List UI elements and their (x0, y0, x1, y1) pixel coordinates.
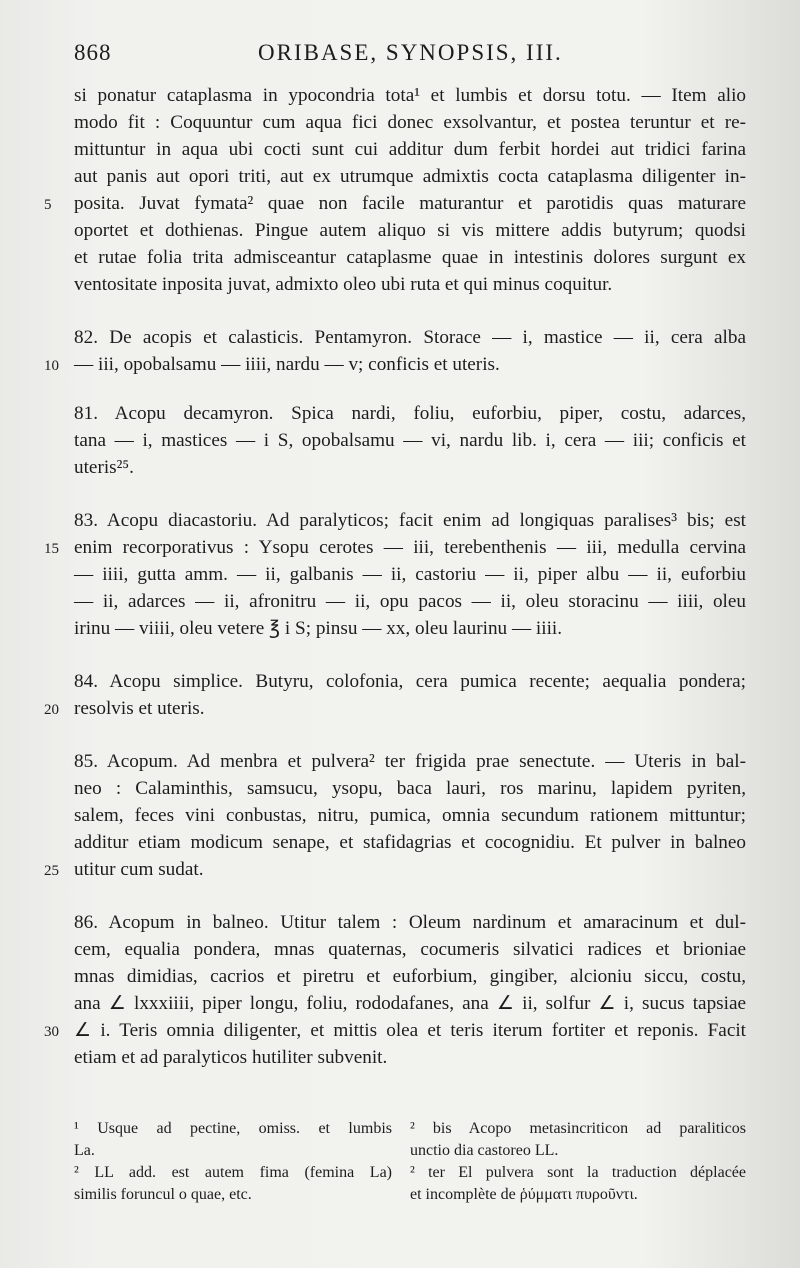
text-line: 83. Acopu diacastoriu. Ad paralyticos; facit enim ad longiquas paralises³ bis; est (74, 510, 746, 531)
footnotes-left (74, 1118, 392, 1206)
footnote-line: similis foruncul o quae, etc. (74, 1186, 252, 1203)
text-line: ∠ i. Teris omnia diligenter, et mittis olea et teris iterum fortiter et reponis. Facit (74, 1020, 746, 1041)
text-line: irinu — viiii, oleu vetere ℥ i S; pinsu — xx, oleu laurinu — iiii. (74, 618, 563, 639)
text-line: posita. Juvat fymata² quae non facile maturantur et parotidis quas maturare (74, 193, 746, 214)
text-line: utitur cum sudat. (74, 859, 204, 880)
section-84 (44, 668, 746, 722)
text-line: enim recorporativus : Ysopu cerotes — iii, terebenthenis — iii, medulla cervina (74, 537, 746, 558)
margin-line-number: 5 (44, 197, 52, 213)
main-text (44, 82, 746, 1071)
page-number: 868 (74, 40, 112, 65)
text-line: etiam et ad paralyticos hutiliter subvenit. (74, 1047, 388, 1068)
section-85 (44, 748, 746, 883)
text-line: 82. De acopis et calasticis. Pentamyron. Storace — i, mastice — ii, cera alba (74, 327, 746, 348)
text-line: resolvis et uteris. (74, 698, 205, 719)
text-line: 84. Acopu simplice. Butyru, colofonia, cera pumica recente; aequalia pondera; (74, 671, 746, 692)
paragraph-continuation (44, 82, 746, 298)
text-line: modo fit : Coquuntur cum aqua fici donec exsolvantur, et postea teruntur et re- (74, 112, 746, 133)
text-line: et rutae folia trita admisceantur cataplasme quae in intestinis dolores surgunt ex (74, 247, 746, 268)
text-line: additur etiam modicum senape, et stafidagrias et cocognidiu. Et pulver in balneo (74, 832, 746, 853)
text-line: ventositate inposita juvat, admixto oleo ubi ruta et qui minus coquitur. (74, 274, 613, 295)
footnotes-right (410, 1118, 746, 1206)
text-line: neo : Calaminthis, samsucu, ysopu, baca lauri, ros marinu, lapidem pyriten, (74, 778, 746, 799)
text-line: oportet et dothienas. Pingue autem aliquo si vis mittere addis butyrum; quodsi (74, 220, 746, 241)
margin-line-number: 10 (44, 358, 59, 374)
text-line: uteris²⁵. (74, 457, 134, 478)
text-line: 85. Acopum. Ad menbra et pulvera² ter frigida prae senectute. — Uteris in bal- (74, 751, 746, 772)
section-86 (44, 909, 746, 1071)
footnote-line: unctio dia castoreo LL. (410, 1142, 559, 1159)
section-83 (44, 507, 746, 642)
section-82 (44, 324, 746, 378)
text-line: — iiii, gutta amm. — ii, galbanis — ii, castoriu — ii, piper albu — ii, euforbiu (74, 564, 746, 585)
running-title: ORIBASE, SYNOPSIS, III. (258, 40, 563, 65)
text-line: mittuntur in aqua ubi cocti sunt cui additur dum ferbit hordei aut tridici farina (74, 139, 746, 160)
text-line: 81. Acopu decamyron. Spica nardi, foliu, euforbiu, piper, costu, adarces, (74, 403, 746, 424)
footnote-line: ² bis Acopo metasincriticon ad paraliticos (410, 1120, 746, 1137)
margin-line-number: 25 (44, 863, 59, 879)
margin-line-number: 20 (44, 702, 59, 718)
text-line: aut panis aut opori triti, aut ex utrumque admixtis cocta cataplasma diligenter in- (74, 166, 746, 187)
margin-line-number: 15 (44, 541, 59, 557)
text-line: — iii, opobalsamu — iiii, nardu — v; conficis et uteris. (74, 354, 500, 375)
footnote-line: ² ter El pulvera sont la traduction déplacée (410, 1164, 746, 1181)
margin-line-number: 30 (44, 1024, 59, 1040)
footnote-line: et incomplète de ῥύμματι πυροῦντι. (410, 1186, 638, 1203)
text-line: ana ∠ lxxxiiii, piper longu, foliu, rododafanes, ana ∠ ii, solfur ∠ i, sucus tapsiae (74, 993, 746, 1014)
text-line: salem, feces vini conbustas, nitru, pumica, omnia secundum rationem mittuntur; (74, 805, 746, 826)
text-line: — ii, adarces — ii, afronitru — ii, opu pacos — ii, oleu storacinu — iiii, oleu (74, 591, 746, 612)
footnote-line: ¹ Usque ad pectine, omiss. et lumbis (74, 1120, 392, 1137)
text-line: tana — i, mastices — i S, opobalsamu — vi, nardu lib. i, cera — iii; conficis et (74, 430, 746, 451)
section-81 (74, 400, 746, 481)
text-line: si ponatur cataplasma in ypocondria tota¹ et lumbis et dorsu totu. — Item alio (74, 85, 746, 106)
footnote-line: ² LL add. est autem fima (femina La) (74, 1164, 392, 1181)
text-line: mnas dimidias, cacrios et piretru et euforbium, gingiber, alcioniu siccu, costu, (74, 966, 746, 987)
footnote-line: La. (74, 1142, 95, 1159)
text-line: 86. Acopum in balneo. Utitur talem : Oleum nardinum et amaracinum et dul- (74, 912, 746, 933)
text-line: cem, equalia pondera, mnas quaternas, cocumeris silvatici radices et brioniae (74, 939, 746, 960)
page-header (74, 40, 754, 72)
